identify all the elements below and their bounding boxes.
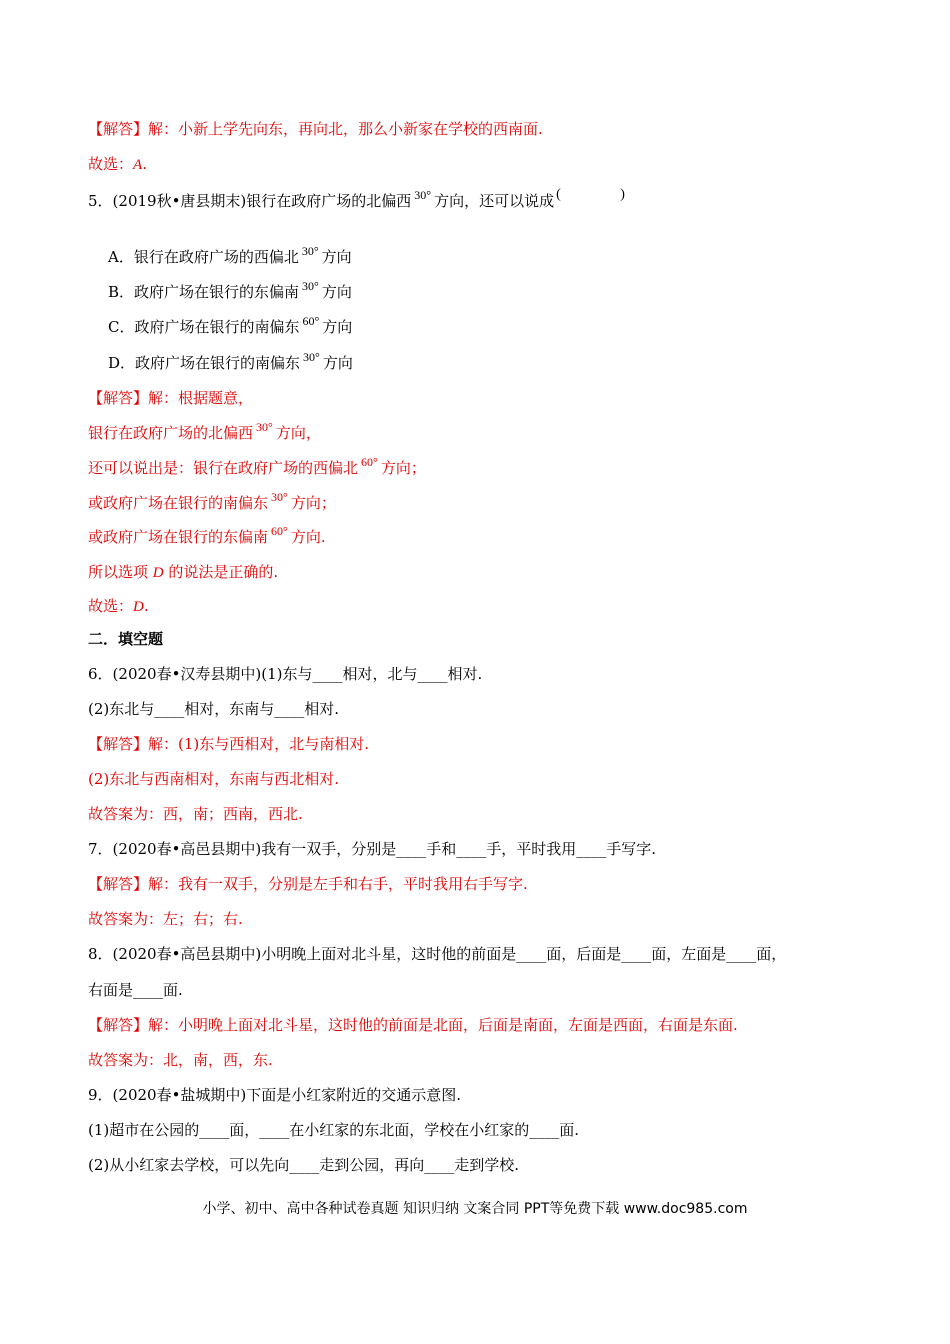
- q6-answer-1: 【解答】解：(1)东与西相对，北与南相对.: [88, 735, 370, 753]
- q4-solution: 【解答】解：小新上学先向东，再向北，那么小新家在学校的西南面.: [88, 120, 543, 138]
- q6-answer-3: 故答案为：西，南；西南，西北.: [88, 805, 303, 823]
- q5-answer-line-2: 银行在政府广场的北偏西 $^{30^\circ}$ 方向，: [88, 420, 321, 442]
- q5-answer-line-4: 或政府广场在银行的南偏东 $^{30^\circ}$ 方向；: [88, 490, 336, 512]
- q7-line-1: 7．(2020春•高邑县期中)我有一双手，分别是____手和____手，平时我用____手写字.: [88, 840, 657, 858]
- q5-answer-line-5: 或政府广场在银行的东偏南 $^{60^\circ}$ 方向.: [88, 524, 326, 546]
- q5-option-c: C．政府广场在银行的南偏东 $^{60^\circ}$ 方向: [108, 314, 353, 336]
- q5-answer-line-7: 故选：D.: [88, 597, 149, 615]
- q9-line-3: (2)从小红家去学校，可以先向____走到公园，再向____走到学校.: [88, 1156, 520, 1174]
- q6-answer-2: (2)东北与西南相对，东南与西北相对.: [88, 770, 340, 788]
- q5-option-a: A．银行在政府广场的西偏北 $^{30^\circ}$ 方向: [108, 244, 352, 266]
- q7-answer-1: 【解答】解：我有一双手，分别是左手和右手，平时我用右手写字.: [88, 875, 528, 893]
- q5-option-d: D．政府广场在银行的南偏东 $^{30^\circ}$ 方向: [108, 350, 353, 372]
- q5-answer-line-6: 所以选项 D 的说法是正确的.: [88, 563, 279, 581]
- q5-answer-line-1: 【解答】解：根据题意，: [88, 389, 254, 407]
- q6-line-2: (2)东北与____相对，东南与____相对.: [88, 700, 340, 718]
- section-heading: 二．填空题: [88, 630, 164, 648]
- q8-answer-1: 【解答】解：小明晚上面对北斗星，这时他的前面是北面，后面是南面，左面是西面，右面是东面.: [88, 1016, 738, 1034]
- q9-line-1: 9．(2020春•盐城期中)下面是小红家附近的交通示意图.: [88, 1086, 462, 1104]
- q9-line-2: (1)超市在公园的____面，____在小红家的东北面，学校在小红家的____面.: [88, 1121, 580, 1139]
- q4-choice: 故选：A.: [88, 155, 147, 173]
- q8-answer-2: 故答案为：北，南，西，东.: [88, 1051, 273, 1069]
- q5-answer-line-3: 还可以说出是：银行在政府广场的西偏北 $^{60^\circ}$ 方向；: [88, 455, 426, 477]
- q8-line-1: 8．(2020春•高邑县期中)小明晚上面对北斗星，这时他的前面是____面，后面是____面，左面是____面，: [88, 945, 787, 963]
- q5-option-b: B．政府广场在银行的东偏南 $^{30^\circ}$ 方向: [108, 279, 352, 301]
- q8-line-2: 右面是____面.: [88, 981, 183, 999]
- q7-answer-2: 故答案为：左；右；右.: [88, 910, 243, 928]
- page-footer: 小学、初中、高中各种试卷真题 知识归纳 文案合同 PPT等免费下载 www.doc985.com: [202, 1201, 748, 1217]
- q6-line-1: 6．(2020春•汉寿县期中)(1)东与____相对，北与____相对.: [88, 665, 483, 683]
- q5-stem: 5．(2019秋•唐县期末)银行在政府广场的北偏西 $^{30^\circ}$ 方向，还可以说成 ( ): [88, 187, 653, 210]
